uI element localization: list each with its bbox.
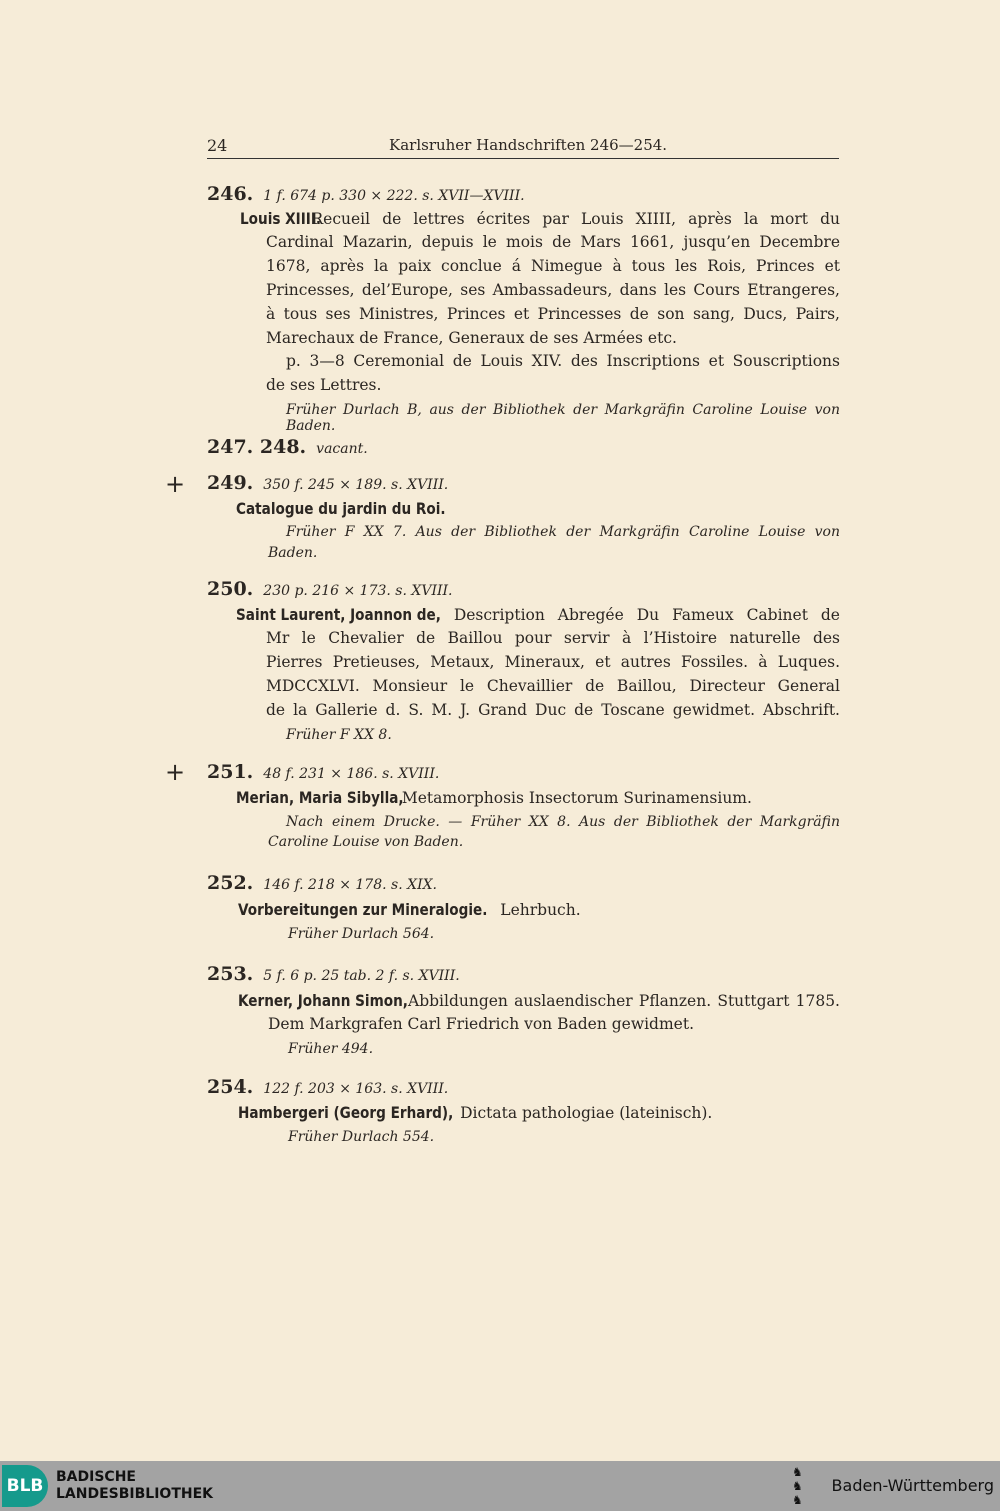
running-head: Karlsruher Handschriften 246—254. [389, 136, 668, 154]
entry-provenance: Nach einem Drucke. — Früher XX 8. Aus der Bibliothek der Markgräfin [286, 814, 840, 830]
entry-text: Cardinal Mazarin, depuis le mois de Mars 1661, jusqu’en Decembre [266, 233, 840, 251]
entry-author: Kerner, Johann Simon, [238, 991, 408, 1010]
entry-author: Catalogue du jardin du Roi. [236, 499, 446, 518]
entry-number: 250. [207, 578, 254, 600]
entry-provenance: Früher Durlach 554. [288, 1129, 435, 1145]
entry-text-line [266, 376, 840, 394]
entry-author: Louis XIIII. [240, 209, 322, 228]
entry-provenance: Früher F XX 7. Aus der Bibliothek der Markgräfin Caroline Louise von [286, 524, 840, 540]
entry-text: Description Abregée Du Fameux Cabinet de [453, 606, 840, 624]
entry-physical-description: vacant. [316, 441, 368, 457]
entry-physical-description: 146 f. 218 × 178. s. XIX. [263, 877, 438, 893]
entry-number: 249. [207, 472, 254, 494]
entry-text-line [266, 329, 840, 347]
entry-text-line [266, 629, 840, 651]
entry-physical-description: 1 f. 674 p. 330 × 222. s. XVII—XVIII. [263, 188, 525, 204]
entry-number: 252. [207, 872, 254, 894]
library-name-line-2: LANDESBIBLIOTHEK [56, 1486, 214, 1502]
entry-text: Pierres Pretieuses, Metaux, Mineraux, et autres Fossiles. à Luques. [266, 653, 840, 671]
header-rule [207, 158, 839, 159]
entry-text-line [238, 991, 840, 1013]
entry-text: Princesses, del’Europe, ses Ambassadeurs, dans les Cours Etrangeres, [266, 281, 840, 299]
entry-text-line [266, 233, 840, 255]
library-name-line-1: BADISCHE [56, 1469, 136, 1485]
entry-text: de ses Lettres. [266, 376, 382, 394]
entry-number: 251. [207, 761, 254, 783]
entry-number: 246. [207, 183, 254, 205]
entry-provenance: Früher Durlach 564. [288, 926, 435, 942]
entry-text-line [268, 1015, 840, 1033]
entry-text-line [236, 605, 840, 627]
entry-text: Mr le Chevalier de Baillou pour servir à l’Histoire naturelle des [266, 629, 840, 647]
entry-text-line [266, 257, 840, 279]
page-number: 24 [207, 136, 228, 155]
entry-heading [207, 436, 368, 458]
entry-text-line [266, 305, 840, 327]
entry-physical-description: 5 f. 6 p. 25 tab. 2 f. s. XVIII. [263, 968, 460, 984]
entry-text-line [266, 653, 840, 675]
entry-text: Abbildungen auslaendischer Pflanzen. Stuttgart 1785. [408, 992, 840, 1010]
footer-bar [0, 1461, 1000, 1511]
entry-text: de la Gallerie d. S. M. J. Grand Duc de Toscane gewidmet. Abschrift. [266, 701, 840, 719]
entry-text: Dictata pathologiae (lateinisch). [460, 1104, 713, 1122]
entry-text-line [240, 209, 840, 231]
entry-author: Hambergeri (Georg Erhard), [238, 1103, 454, 1122]
entry-physical-description: 350 f. 245 × 189. s. XVIII. [263, 477, 449, 493]
entry-heading [207, 472, 448, 494]
entry-text: p. 3—8 Ceremonial de Louis XIV. des Inscriptions et Souscriptions [286, 352, 840, 370]
entry-physical-description: 230 p. 216 × 173. s. XVIII. [263, 583, 453, 599]
entry-text: Marechaux de France, Generaux de ses Armées etc. [266, 329, 677, 347]
entry-text-line [236, 499, 840, 518]
coat-of-arms-icon: ♞ ♞ ♞ [792, 1465, 803, 1507]
entry-physical-description: 122 f. 203 × 163. s. XVIII. [263, 1081, 449, 1097]
blb-logo[interactable]: BLB [2, 1465, 48, 1507]
entry-number: 247. 248. [207, 436, 307, 458]
entry-provenance: Früher F XX 8. [286, 727, 392, 743]
library-name[interactable] [56, 1469, 213, 1503]
entry-text: Lehrbuch. [500, 901, 581, 919]
entry-text: MDCCXLVI. Monsieur le Chevaillier de Baillou, Directeur General [266, 677, 840, 695]
entry-author: Merian, Maria Sibylla, [236, 788, 404, 807]
entry-number: 254. [207, 1076, 254, 1098]
entry-heading [207, 578, 453, 600]
entry-provenance: Früher Durlach B, aus der Bibliothek der Markgräfin Caroline Louise von Baden. [286, 402, 840, 434]
entry-text: Metamorphosis Insectorum Surinamensium. [401, 789, 752, 807]
entry-provenance: Früher 494. [288, 1041, 374, 1057]
entry-provenance: Caroline Louise von Baden. [268, 834, 464, 850]
entry-text-line [286, 352, 840, 374]
plus-mark: + [165, 470, 186, 498]
entry-text-line [236, 788, 840, 807]
entry-text: 1678, après la paix conclue á Nimegue à tous les Rois, Princes et [266, 257, 840, 275]
entry-text-line [266, 701, 840, 723]
entry-text-line [238, 1103, 840, 1122]
plus-mark: + [165, 758, 186, 786]
entry-text-line [266, 677, 840, 699]
entry-author: Vorbereitungen zur Mineralogie. [238, 900, 488, 919]
entry-text: à tous ses Ministres, Princes et Princesses de son sang, Ducs, Pairs, [266, 305, 840, 323]
entry-text-line [238, 900, 840, 919]
entry-heading [207, 872, 437, 894]
entry-heading [207, 963, 460, 985]
entry-physical-description: 48 f. 231 × 186. s. XVIII. [263, 766, 440, 782]
state-logo-text[interactable]: Baden-Württemberg [831, 1476, 994, 1495]
entry-text-line [266, 281, 840, 303]
entry-author: Saint Laurent, Joannon de, [236, 605, 441, 624]
entry-heading [207, 1076, 448, 1098]
entry-number: 253. [207, 963, 254, 985]
entry-text: Recueil de lettres écrites par Louis XIIII, après la mort du [311, 210, 840, 228]
entry-heading [207, 761, 439, 783]
entry-text: Dem Markgrafen Carl Friedrich von Baden gewidmet. [268, 1015, 695, 1033]
entry-heading [207, 183, 525, 205]
entry-provenance: Baden. [268, 545, 318, 561]
